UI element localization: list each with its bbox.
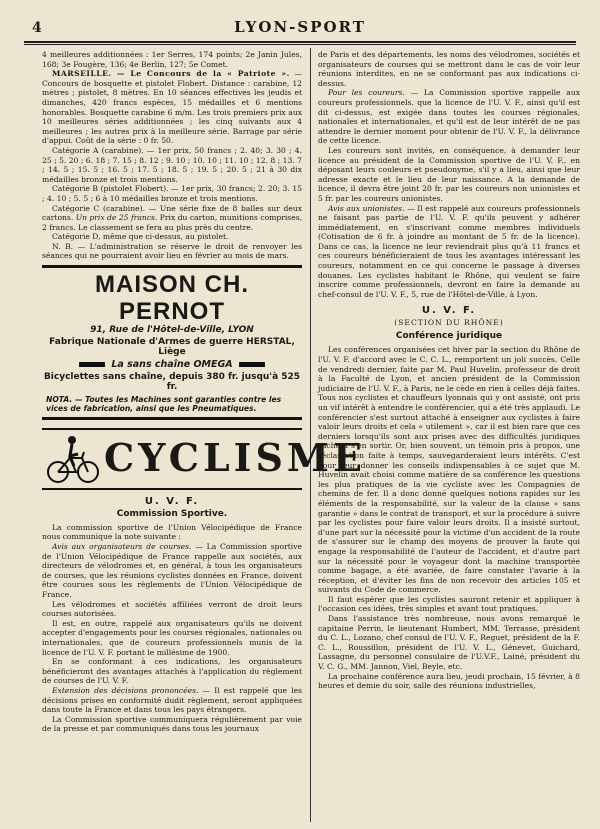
right-column [318,50,580,822]
extension-heading: Extension des décisions prononcées. [52,685,199,695]
page-header [24,18,576,40]
left-column [42,50,366,822]
uvf-heading: U. V. F. [144,495,200,507]
marseille-heading: MARSEILLE. — Le Concours de la « Patriote ». [52,69,290,79]
ad-company-name: MAISON CH. PERNOT [95,271,249,326]
shooting-results: 4 meilleures additionnées : 1er Serres, 174 points; 2e Janin Jules, 168; 3e Fougère, 136; 4e Berlin, 127; 5e Comet. [42,50,302,69]
category-c-rest: Prix du carton, munitions comprises, 2 francs. Le classement se fera au plus près du centre. [42,213,302,232]
assistance-paragraph: Dans l'assistance très nombreuse, nous avons remarqué le capitaine Perrin, le lieutenant Humbert, MM. Terrasse, président du C. L., Lozano, chef consul de l'U. V. F., Reguet, président de la F. C. L., Roussillon, président de l'U. V. L., Génevet, Guichard, Lassagne, du personnel consulaire de l'U.V.F., Lainé, président du V. C. G., MM. Jannon, Viel, Beyle, etc. [318,614,580,672]
extension-text: — Il est rappelé que les décisions prises en conformité dudit règlement, seront appliquées dans toute la France et dans tous les pays étrangers. [42,685,303,715]
section-rhone: (SECTION DU RHÔNE) [394,318,504,328]
cyclist-icon [46,434,100,484]
category-c [42,204,302,233]
engagements-paragraph: Il est, en outre, rappelé aux organisateurs qu'ils ne doivent accepter d'engagements pour les courses régionales, nationales ou internationales, que de coureurs professionnels munis de la licence de l'U. V. F. portant le millésime de 1900. [42,618,302,657]
uvf-rhone-heading: U. V. F. [421,305,477,317]
cyclisme-title: CYCLISME [104,434,366,480]
nb-note: N. B. — L'administration se réserve le droit de renvoyer les séances qui ne pourraient avoir lieu en février au mois de mars. [42,241,302,261]
avis-organisateurs-text: — La Commission sportive de l'Union Vélocipédique de France rappelle aux sociétés, aux directeurs de vélodromes et, en général, à tous les organisateurs de courses, que les réunions cyclistes données en France, doivent être courues sous les règlements de l'Union Vélocipédique de France. [42,542,302,600]
velodromes-paragraph: Les vélodromes et sociétés affiliées verront de droit leurs courses autorisées. [42,599,302,619]
uvf-intro: La commission sportive de l'Union Vélocipédique de France nous communique la note suivante : [42,522,302,542]
ad-nota: NOTA. — Toutes les Machines sont garanties contre les vices de fabrication, ainsi que les Pneumatiques. [46,395,282,414]
category-d: Catégorie D, même que ci-dessus, au pistolet. [52,232,229,242]
ad-address: 91, Rue de l'Hôtel-de-Ville, LYON [90,325,254,336]
coureurs-heading: Pour les coureurs. [328,88,405,98]
ad-omega-text: La sans chaîne OMEGA [111,359,233,371]
ad-fabrique: Fabrique Nationale d'Armes de guerre HERSTAL, Liège [49,337,295,358]
category-c-prize: Un prix de 25 francs. [75,213,158,223]
page-number: 4 [32,20,42,36]
conference-paragraph: Les conférences organisées cet hiver par la section du Rhône de l'U. V. F. d'accord avec le C. C. L., remportent un joli succès. Celle de vendredi dernier, faite par M. Paul Huvelin, professeur de droit à la Faculté de Lyon, et ancien président de la Commission judiciaire de l'U. V. F., à Paris, ne le cède en rien à celles déjà faites. Tous nos cyclistes et chauffeurs lyonnais qui y ont assisté, ont pris un vif intérêt à entendre le conférencier, qui a été très applaudi. Le conférencier s'est surtout attaché à enseigner aux cyclistes à faire valoir leurs droits et cela « utilement », car il est bien rare que ces derniers lorsqu'ils sont aux prises avec des difficultés juridiques sachent s'en sortir. Or, bien souvent, un témoin pris à propos, une réclamation faite à temps, sauvegarderaient leurs intérêts. C'est pour leur donner les conseils indispensables à ce sujet que M. Huvelin avait choisi comme matière de sa conférence les questions les plus pratiques de la vie cycliste avec les Compagnies de chemins de fer. Il a donc donné quelques notions rapides sur les éléments de la responsabilité, sur la valeur de la clause « sans garantie » dans le contrat de transport, et sur la procédure à suivre par les cyclistes pour faire valoir leurs droits. Il a insisté surtout, d'une part sur la nécessité pour la victime d'un accident de la route de s'assurer sur le champ des moyens de prouver la faute qui engage la responsabilité de l'auteur de l'accident, et d'autre part sur la nécessité pour le voyageur dont la machine transportée comme bagage, a été avariée, de faire constater l'avarie à la réception, et d'éviter les fins de non recevoir des articles 105 et suivants du Code de commerce. [318,345,580,595]
avis-organisateurs-heading: Avis aux organisateurs de courses. [52,542,192,552]
esperer-paragraph: Il faut espérer que les cyclistes sauront retenir et appliquer à l'occasion ces idées, très simples et avant tout pratiques. [318,594,580,614]
unionistes-paragraph [318,204,580,300]
arrow-left-icon [79,362,105,367]
coureurs-text: — La Commission sportive rappelle aux coureurs professionnels, que la licence de l'U. V. F., ainsi qu'il est dit ci-dessus, est exigée dans toutes les courses régionales, nationales et internationales, et qu'il est de leur intérêt de ne pas attendre le dernier moment pour obtenir de l'U. V. F., la délivrance de cette licence. [318,88,580,146]
commission-communique: La Commission sportive communiquera régulièrement par voie de la presse et par communiqués dans tous les journaux [42,714,302,734]
ad-omega-line [42,359,302,370]
continuation-paragraph: de Paris et des départements, les noms des vélodromes, sociétés et organisateurs de courses qui se mettront dans le cas de voir leur réunions interdites, en ne se conformant pas aux indications ci-dessus. [318,50,580,88]
avis-organisateurs [42,542,302,600]
category-a: Catégorie A (carabine). — 1er prix, 50 francs ; 2. 40; 3. 30 ; 4. 25 ; 5. 20 ; 6. 18 ; 7. 15 ; 8. 12 ; 9. 10 ; 10. 10 ; 11. 10 ; 12. 8 ; 13. 7 ; 14. 5 ; 15. 5 ; 16. 5 ; 17. 5 ; 18. 5 ; 19. 5 ; 20. 5 ; 21 à 30 dix médailles bronze et trois mentions. [42,145,302,184]
marseille-paragraph [42,69,302,146]
conformite-paragraph: En se conformant à ces indications, les organisateurs bénéficieront des avantages attachés à l'application du règlement de courses de l'U. V. F. [42,657,302,686]
unionistes-heading: Avis aux unionistes. [328,203,405,213]
newspaper-title: LYON-SPORT [234,18,366,36]
pernot-advertisement [42,265,302,420]
extension-paragraph [42,686,302,715]
conference-title: Conférence juridique [395,331,503,342]
prochaine-conference: La prochaine conférence aura lieu, jeudi prochain, 15 février, à 8 heures et demie du soir, salle des réunions industrielles, [318,671,580,691]
marseille-text: — Concours de bosquette et pistolet Flobert. Distance : carabine, 12 mètres ; pistolet, 8 mètres. En 10 séances effectives les jeudis et dimanches, 420 francs espèces, 15 médailles et 6 mentions honorables. Bosquette carabine 6 m/m. Les trois premiers prix aux 10 meilleures séries additionnées ; les cinq suivants aux 4 meilleures ; les autres prix à la meilleure série. Barrage par série d'appui. Coût de la série : 0 fr. 50. [42,69,302,146]
commission-sportive-title: Commission Sportive. [116,508,228,519]
coureurs-paragraph [318,88,580,146]
category-b: Catégorie B (pistolet Flobert). — 1er prix, 30 francs; 2. 20; 3. 15 ; 4. 10 ; 5. 5 ; 6 à 10 médailles bronze et trois mentions. [42,184,302,203]
category-c-intro: Catégorie C (carabine). — Une série fixe de 8 balles sur deux cartons. [42,203,302,223]
unionistes-text: — Il est rappelé aux coureurs professionnels ne faisant pas partie de l'U. V. F. qu'ils peuvent y adhérer immédiatement, en s'inscrivant comme membres individuels (Cotisation de 6 fr. à joindre au montant de 5 fr. de la licence). Dans ce cas, la licence ne leur reviendrait plus qu'à 11 francs et ces coureurs bénéficieraient de tous les avantages intéressant les coureurs, notamment en ce qui concerne le passage à diverses douanes. Les cyclistes habitant le Rhône, qui veulent se faire inscrire comme professionnels, devront en faire la demande au chef-consul de l'U. V. F., 5, rue de l'Hôtel-de-Ville, à Lyon. [318,203,580,299]
arrow-right-icon [239,362,265,367]
header-rule [24,41,576,45]
ad-bicycles: Bicyclettes sans chaîne, depuis 380 fr. jusqu'à 525 fr. [43,372,301,393]
cyclisme-banner [42,428,366,490]
licence-paragraph: Les coureurs sont invités, en conséquence, à demander leur licence au président de la Commission sportive de l'U. V. F., en déposant leurs couleurs et pseudonyme, s'il y a lieu, ainsi que leur adresse exacte et le lieu de leur naissance. A la demande de licence, il devra être joint 20 fr. par les coureurs non unionistes et 5 fr. par les coureurs unionistes. [318,145,580,203]
